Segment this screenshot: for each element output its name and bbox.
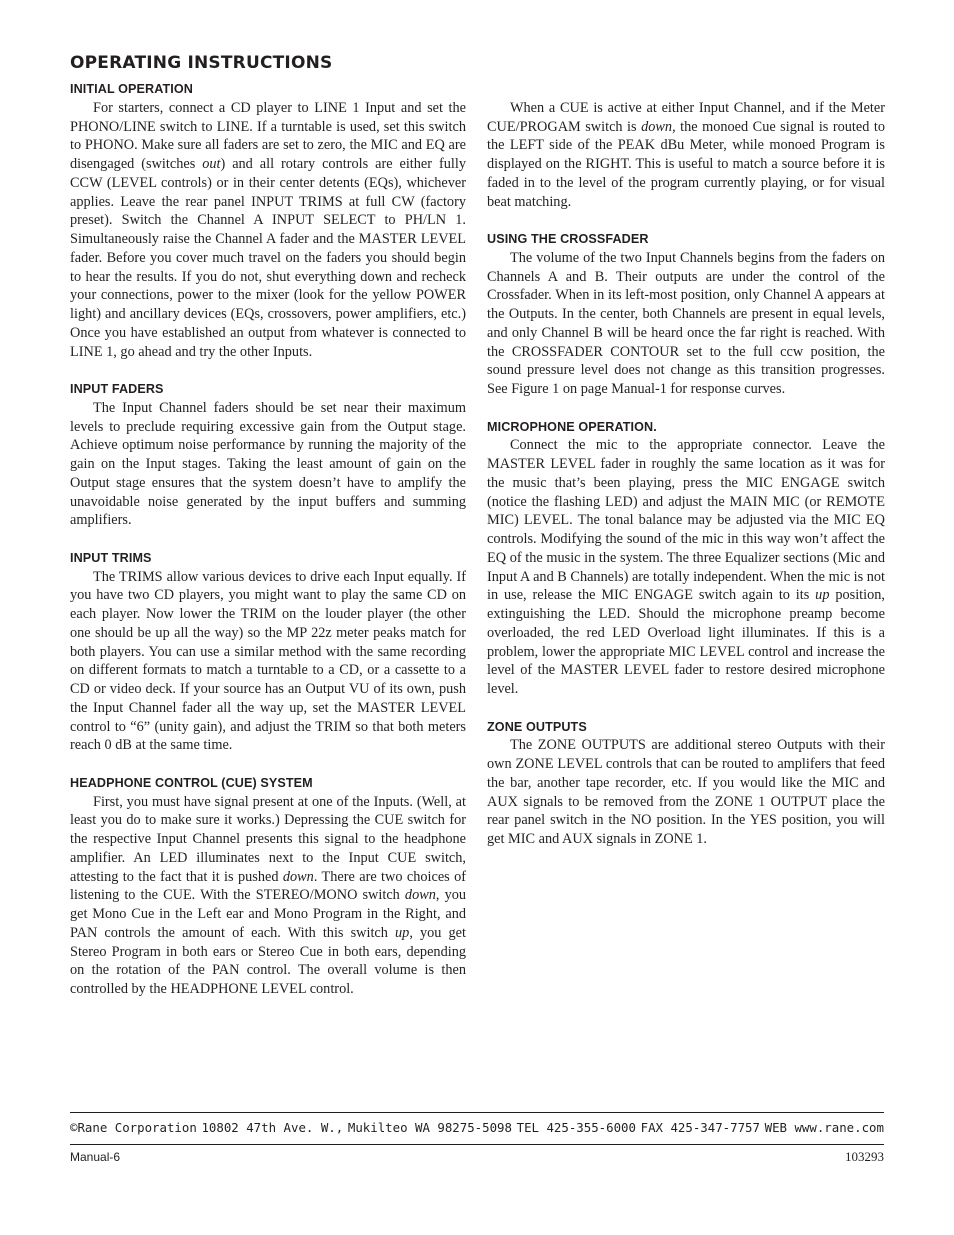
section-body: When a CUE is active at either Input Channel, and if the Meter CUE/PROGAM switch is down, the monoed Cue signal is routed to the LEFT side of the PEAK dBu Meter, while monoed Program is displayed on the RIGHT. This is useful to match a source before it is faded in to the level of the program currently playing, or for visual beat matching. xyxy=(487,99,886,210)
footer-rule-top xyxy=(70,1112,884,1113)
footer-web: WEB www.rane.com xyxy=(764,1120,884,1135)
section-headphone-cue xyxy=(70,774,466,999)
footer-fax: FAX 425-347-7757 xyxy=(640,1120,760,1135)
section-body: For starters, connect a CD player to LINE 1 Input and set the PHONO/LINE switch to LINE. If a turntable is used, set this switch to PHONO. Make sure all faders are set to zero, the MIC and EQ are disengaged (switches out) and all rotary controls are either fully CCW (LEVEL controls) or in their center detents (EQs), whichever applies. Leave the rear panel INPUT TRIMS at full CW (factory preset). Switch the Channel A INPUT SELECT to PH/LN 1. Simultaneously raise the Channel A fader and the MASTER LEVEL fader. Before you cover much travel on the faders you should begin to hear the results. If you do not, shut everything down and recheck your connections, power to the mixer (look for the yellow POWER light) and ancillary devices (EQs, crossovers, power amplifiers, etc.) Once you have established an output from whatever is connected to LINE 1, go ahead and try the other Inputs. xyxy=(70,99,466,360)
section-cue-meter xyxy=(487,80,885,211)
footer-company: ©Rane Corporation xyxy=(70,1120,197,1135)
section-body: The Input Channel faders should be set near their maximum levels to preclude requiring excessive gain from the Output stage. Achieve optimum noise performance by running the majority of the gain on the Input stages. Taking the least amount of gain on the Output stage ensures that the system doesn’t have to amplify the unavoidable noise generated by the input buffers and summing amplifiers. xyxy=(70,399,466,529)
document-number: 103293 xyxy=(845,1149,884,1164)
footer-street: 10802 47th Ave. W., xyxy=(201,1120,344,1135)
page-title: OPERATING INSTRUCTIONS xyxy=(70,53,333,73)
section-input-faders xyxy=(70,380,466,530)
section-crossfader xyxy=(487,230,885,399)
section-input-trims xyxy=(70,549,466,755)
section-body: The TRIMS allow various devices to drive each Input equally. If you have two CD players, you might want to play the same CD on each player. Now lower the TRIM on the louder player (the other one should be up all the way) so the MP 22z meter peaks match for both players. You can use a similar method with the same recording on different formats to match a turntable to a CD, or a cassette to a CD or video deck. If your source has an Output VU of its own, push the Input Channel fader all the way up, set the MASTER LEVEL control to “6” (unity gain), and adjust the TRIM so that both meters reach 0 dB at the same time. xyxy=(70,568,466,754)
footer-tel: TEL 425-355-6000 xyxy=(516,1120,636,1135)
section-body: The ZONE OUTPUTS are additional stereo Outputs with their own ZONE LEVEL controls that can be routed to amplifers that feed the bar, another tape recorder, etc. If you would like the MIC and AUX signals to be removed from the ZONE 1 OUTPUT place the rear panel switch in the NO position. In the YES position, you will get MIC and AUX signals in ZONE 1. xyxy=(487,737,885,847)
section-body: Connect the mic to the appropriate connector. Leave the MASTER LEVEL fader in roughly the same location as it was for the music that’s been playing, press the MIC ENGAGE switch (notice the flashing LED) and adjust the MAIN MIC (or REMOTE MIC) LEVEL. The tonal balance may be adjusted via the MIC EQ controls. Modifying the sound of the mic in this way won’t affect the EQ of the music in the system. The three Equalizer sections (Mic and Input A and B Channels) are totally independent. When the mic is not in use, release the MIC ENGAGE switch again to its up position, extinguishing the LED. Should the microphone preamp become overloaded, the red LED Overload light illuminates. If this is a problem, lower the appropriate MIC LEVEL control and increase the level of the MASTER LEVEL fader to restore desired microphone level. xyxy=(487,437,885,697)
section-heading: INITIAL OPERATION xyxy=(70,82,193,96)
right-column xyxy=(487,80,885,868)
left-column xyxy=(70,80,466,1018)
section-initial-operation xyxy=(70,80,466,361)
section-microphone xyxy=(487,418,885,699)
section-heading: USING THE CROSSFADER xyxy=(487,232,649,246)
section-heading: MICROPHONE OPERATION. xyxy=(487,419,657,434)
footer-contact xyxy=(70,1119,884,1137)
section-heading: INPUT FADERS xyxy=(70,382,164,396)
footer-city: Mukilteo WA 98275-5098 xyxy=(347,1120,512,1135)
section-zone-outputs xyxy=(487,718,885,849)
footer-rule-bottom xyxy=(70,1144,884,1145)
section-heading: HEADPHONE CONTROL (CUE) SYSTEM xyxy=(70,775,313,790)
section-heading: INPUT TRIMS xyxy=(70,550,152,565)
page-number: Manual-6 xyxy=(70,1150,121,1164)
section-body: First, you must have signal present at one of the Inputs. (Well, at least you do to make sure it works.) Depressing the CUE switch for the respective Input Channel presents this signal to the headphone amplifier. An LED illuminates next to the Input CUE switch, attesting to the fact that it is pushed down. There are two choices of listening to the CUE. With the STEREO/MONO switch down, you get Mono Cue in the Left ear and Mono Program in the Right, and PAN controls the amount of each. With this switch up, you get Stereo Program in both ears or Stereo Cue in both ears, depending on the rotation of the PAN control. The overall volume is then controlled by the HEADPHONE LEVEL control. xyxy=(70,793,467,997)
section-heading: ZONE OUTPUTS xyxy=(487,719,587,734)
section-body: The volume of the two Input Channels begins from the faders on Channels A and B. Their outputs are under the control of the Crossfader. When in its left-most position, only Channel A appears at the Outputs. In the center, both Channels are present in equal levels, and only Channel B will be heard once the far right is reached. With the CROSSFADER CONTOUR set to the full ccw position, the sound pressure level does not change as this transition progresses. See Figure 1 on page Manual-1 for response curves. xyxy=(487,249,885,397)
